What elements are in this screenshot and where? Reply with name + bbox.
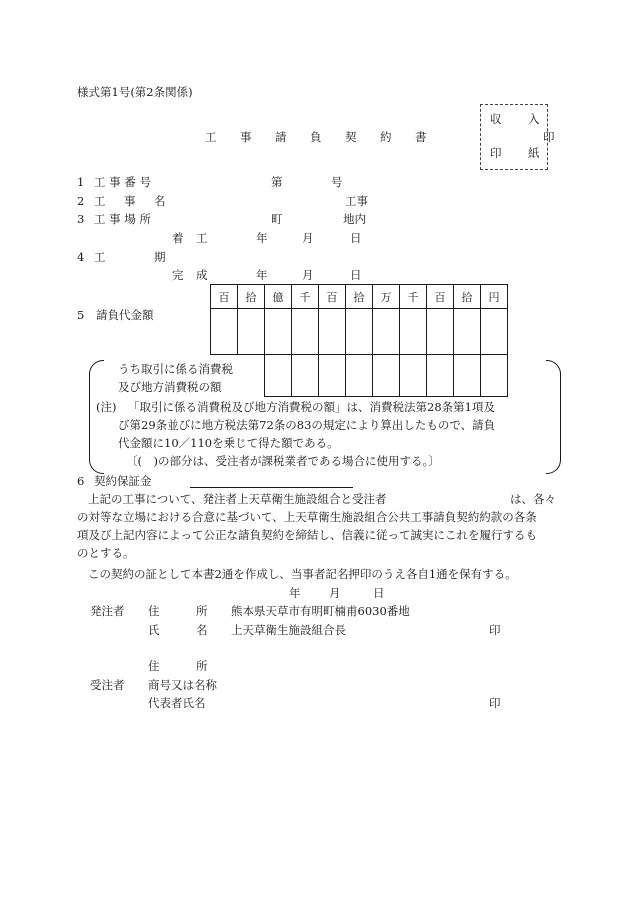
note-line: 〔( )の部分は、受注者が課税業者である場合に使用する。〕 (126, 454, 440, 468)
item-label-contract-guarantee: 契約保証金 (94, 474, 152, 488)
stamp-char: 印 (490, 146, 502, 160)
item-chinai: 地内 (343, 212, 366, 226)
note-line: び第29条並びに地方税法第72条の83の規定により算出したもので、請負 (118, 418, 496, 432)
item-label-contract-amount: 請負代金額 (96, 308, 154, 322)
tax-digit-cell[interactable] (454, 355, 481, 397)
stamp-char: 印 (543, 130, 555, 144)
period-year: 年 (256, 268, 268, 282)
amount-digit-cell[interactable] (265, 309, 292, 355)
amount-digit-cell[interactable] (454, 309, 481, 355)
amount-digit-cell[interactable] (319, 309, 346, 355)
tax-digit-cell[interactable] (319, 355, 346, 397)
amount-digit-cell[interactable] (211, 309, 238, 355)
note-line: 「取引に係る消費税及び地方消費税の額」は、消費税法第28条第1項及 (128, 400, 495, 414)
period-end-char: 成 (196, 268, 208, 282)
contractor-address-label: 住 (148, 659, 160, 673)
orderer-address: 熊本県天草市有明町楠甫6030番地 (231, 604, 410, 618)
item-number: 4 (77, 250, 85, 264)
stamp-char: 収 (490, 112, 502, 126)
period-start-char: 工 (196, 231, 208, 245)
amount-col-header: 拾 (346, 285, 373, 309)
orderer-name: 上天草衛生施設組合長 (231, 623, 346, 637)
amount-digit-cell[interactable] (292, 309, 319, 355)
period-day: 日 (350, 268, 362, 282)
right-parenthesis (546, 360, 561, 474)
amount-col-header: 円 (481, 285, 508, 309)
tax-digit-cell[interactable] (427, 355, 454, 397)
tax-digit-cell[interactable] (292, 355, 319, 397)
stamp-char: 入 (528, 112, 540, 126)
orderer-name-label: 氏 (148, 623, 160, 637)
date-month: 月 (329, 586, 341, 600)
orderer-seal: 印 (489, 623, 501, 637)
item-label-part: 工 (94, 250, 106, 264)
amount-col-header: 百 (211, 285, 238, 309)
item-number: 5 (77, 308, 85, 322)
tax-label: 及び地方消費税の額 (118, 380, 222, 394)
title-char: 約 (380, 130, 392, 144)
amount-col-header: 千 (292, 285, 319, 309)
period-month: 月 (302, 268, 314, 282)
title-char: 書 (415, 130, 427, 144)
amount-blank-cell (238, 355, 265, 397)
contractor-trade-name-label: 商号又は名称 (148, 678, 217, 692)
body-text: この契約の証として本書2通を作成し、当事者記名押印のうえ各自1通を保有する。 (88, 567, 517, 581)
guarantee-underline[interactable] (190, 487, 353, 488)
amount-col-header: 億 (265, 285, 292, 309)
period-start-char: 着 (172, 231, 184, 245)
period-day: 日 (350, 231, 362, 245)
tax-label: うち取引に係る消費税 (118, 362, 233, 376)
date-year: 年 (289, 586, 301, 600)
amount-digit-cell[interactable] (427, 309, 454, 355)
item-number: 3 (77, 212, 85, 226)
body-text: 項及び上記内容によって公正な請負契約を締結し、信義に従って誠実にこれを履行するも (77, 528, 537, 542)
body-text: 上記の工事について、発注者上天草衛生施設組合と受注者 (88, 492, 387, 506)
amount-col-header: 拾 (454, 285, 481, 309)
item-label-part: 工 (94, 194, 106, 208)
item-machi: 町 (271, 212, 283, 226)
item-label-part: 名 (154, 194, 166, 208)
orderer-address-label: 所 (196, 604, 208, 618)
item-label-part: 事 (124, 194, 136, 208)
item-dai: 第 (271, 175, 283, 189)
title-char: 請 (275, 130, 287, 144)
item-label-part: 期 (154, 250, 166, 264)
period-end-char: 完 (172, 268, 184, 282)
item-label-construction-site: 工 事 場 所 (94, 212, 151, 226)
amount-digit-cell[interactable] (400, 309, 427, 355)
title-char: 負 (310, 130, 322, 144)
contractor-seal: 印 (489, 696, 501, 710)
date-day: 日 (373, 586, 385, 600)
left-parenthesis (89, 360, 104, 474)
item-number: 6 (77, 474, 85, 488)
amount-col-header: 百 (319, 285, 346, 309)
amount-digit-cell[interactable] (238, 309, 265, 355)
item-construction-suffix: 工事 (345, 194, 368, 208)
contractor-role: 受注者 (90, 678, 125, 692)
amount-col-header: 万 (373, 285, 400, 309)
item-number: 2 (77, 194, 85, 208)
amount-digit-cell[interactable] (481, 309, 508, 355)
item-go: 号 (331, 175, 343, 189)
amount-col-header: 百 (427, 285, 454, 309)
body-text: は、各々 (510, 492, 556, 506)
tax-digit-cell[interactable] (346, 355, 373, 397)
contractor-representative-label: 代表者氏名 (148, 696, 206, 710)
tax-digit-cell[interactable] (400, 355, 427, 397)
orderer-address-label: 住 (148, 604, 160, 618)
tax-digit-cell[interactable] (373, 355, 400, 397)
title-char: 契 (345, 130, 357, 144)
period-year: 年 (256, 231, 268, 245)
item-label-construction-number: 工 事 番 号 (94, 175, 151, 189)
title-char: 事 (240, 130, 252, 144)
amount-col-header: 拾 (238, 285, 265, 309)
amount-digit-cell[interactable] (373, 309, 400, 355)
note-line: 代金額に10／110を乗じて得た額である。 (118, 436, 339, 450)
body-text: の対等な立場における合意に基づいて、上天草衛生施設組合公共工事請負契約約款の各条 (77, 510, 537, 524)
tax-digit-cell[interactable] (481, 355, 508, 397)
body-text: のとする。 (77, 546, 135, 560)
orderer-name-label: 名 (196, 623, 208, 637)
item-number: 1 (77, 175, 85, 189)
form-label: 様式第1号(第2条関係) (77, 85, 193, 99)
contractor-address-label: 所 (196, 659, 208, 673)
note-label: (注) (96, 400, 117, 414)
title-char: 工 (205, 130, 217, 144)
period-month: 月 (302, 231, 314, 245)
amount-table (210, 284, 508, 397)
orderer-role: 発注者 (90, 604, 125, 618)
amount-col-header: 千 (400, 285, 427, 309)
tax-digit-cell[interactable] (265, 355, 292, 397)
stamp-char: 紙 (528, 146, 540, 160)
amount-digit-cell[interactable] (346, 309, 373, 355)
